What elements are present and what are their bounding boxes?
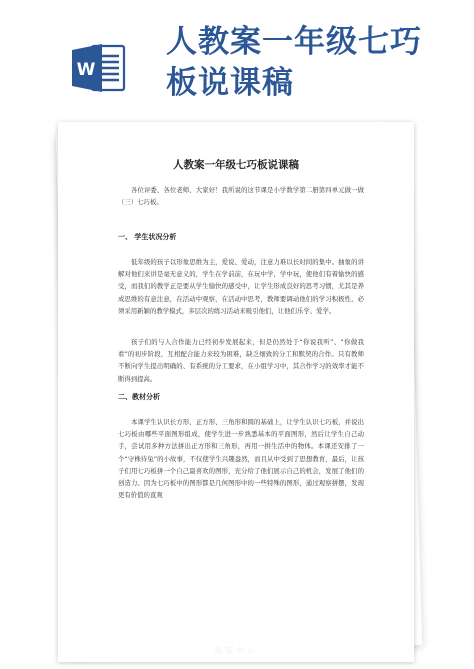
page-title-line-1: 人教案一年级七巧 [166,24,422,60]
word-document-icon [72,40,126,96]
section-heading-2: 二、教材分析 [118,393,160,401]
section-heading-1: 一、 学生状况分析 [118,233,177,241]
svg-text:W: W [76,60,96,80]
section-2-paragraph-1: 本课学生认识长方形、正方形、三角形和圆的基础上，让学生认识七巧板，并说出七巧板由哪些平面图形组成，使学生进一步熟悉基本的平面图形，然后让学生自己动手，尝试用多种方法拼出正方形和三角形，再用一拼生活中的物体。本课还安排了一个“守株待兔”的小故事，不仅使学生兴趣盎然，而且从中受到了思想教育，最后，让孩子们用七巧板拼一个自己最喜欢的图形，充分给了他们展示自己的机会，发展了他们的创造力。因为七巧板中的图形都是几何图形中的一些特殊的图形，通过观察拼摆，发现更有价值的直观 [118,418,364,500]
intro-paragraph: 各位评委、各位老师、大家好！我所说的这节课是小学数学第二册第四单元做一做（三）七巧板。 [118,186,364,207]
section-1-paragraph-2: 孩子们的与人合作能力已经初步发展起来，但是仍然处于“你说我听”、“你做我看”的初步阶段，互相配合能力来较为困难，缺乏细致的分工和默契的合作。只有教师不断向学生提出明确的、有系统的分工要求，在小组学习中，其合作学习的效率才能不断得到提高。 [118,338,364,383]
page-title [166,22,466,104]
section-1-paragraph-1: 低年级的孩子以形象思维为主，爱说、爱动，注意力难以长时间的集中。抽象的讲解对他们来讲是毫无意义的，学生在学前前，在玩中学，学中玩，使他们有着愉快的感受，而我们的教学正是要从学生愉快的感受中，让学生形成良好的思考习惯，尤其是养成思维的有意注意，在活动中观察，在活动中思考，教师要调动他们的学习积极性，必须采用新颖的教学模式，多层次的练习活动来吸引他们，让他们乐学、爱学。 [118,258,364,315]
document-page [58,122,414,662]
watermark: 熊猫办公 [214,646,258,655]
document-title: 人教案一年级七巧板说课稿 [173,159,299,171]
banner-header [0,0,474,120]
page-title-line-2: 板说课稿 [166,65,294,101]
